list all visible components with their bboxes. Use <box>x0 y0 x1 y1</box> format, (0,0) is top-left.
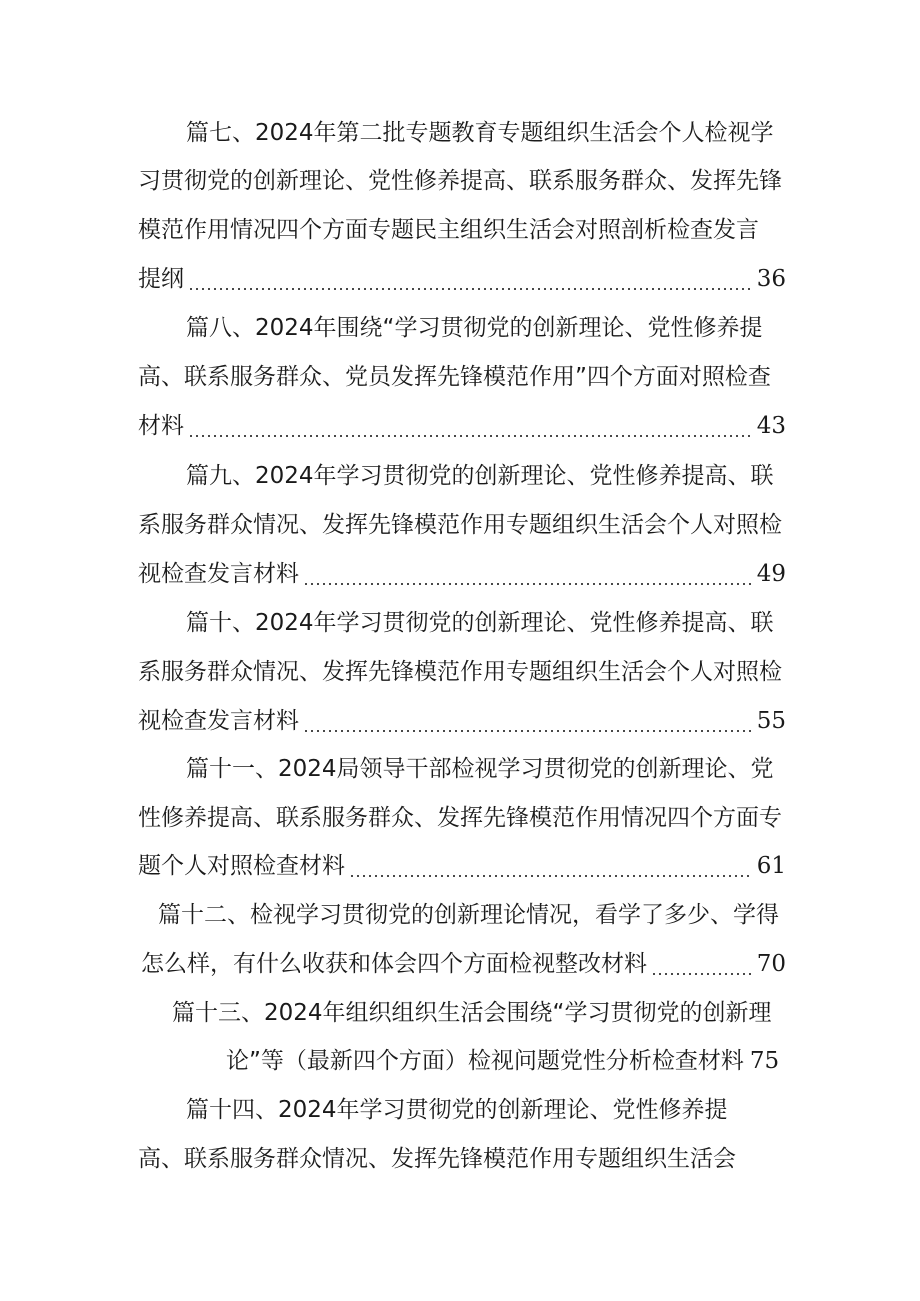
toc-line: 篇九、2024年学习贯彻党的创新理论、党性修养提高、联 <box>186 463 774 489</box>
toc-line: 材料 <box>138 413 184 439</box>
toc-line: 视检查发言材料 <box>138 561 299 587</box>
toc-entry-last-line[interactable] <box>138 843 786 889</box>
toc-line: 题个人对照检查材料 <box>138 853 345 879</box>
toc-line: 高、联系服务群众情况、发挥先锋模范作用专题组织生活会 <box>138 1146 736 1172</box>
toc-line: 高、联系服务群众、党员发挥先锋模范作用”四个方面对照检查 <box>138 364 771 390</box>
toc-line: 篇七、2024年第二批专题教育专题组织生活会个人检视学 <box>186 120 774 146</box>
page-number: 49 <box>756 561 786 587</box>
dot-leader <box>188 435 753 437</box>
toc-line: 模范作用情况四个方面专题民主组织生活会对照剖析检查发言 <box>138 217 759 243</box>
toc-line: 性修养提高、联系服务群众、发挥先锋模范作用情况四个方面专 <box>138 805 782 831</box>
dot-leader <box>303 730 753 732</box>
toc-entry-last-line[interactable] <box>226 1038 786 1084</box>
dot-leader <box>349 875 753 877</box>
dot-leader <box>651 973 753 975</box>
page-number: 36 <box>756 266 786 292</box>
toc-line: 怎么样，有什么收获和体会四个方面检视整改材料 <box>141 951 647 977</box>
page-number: 43 <box>756 413 786 439</box>
page-number: 75 <box>749 1048 780 1074</box>
toc-line: 篇八、2024年围绕“学习贯彻党的创新理论、党性修养提 <box>186 315 763 341</box>
toc-line: 篇十一、2024局领导干部检视学习贯彻党的创新理论、党 <box>186 756 774 782</box>
toc-entry-last-line[interactable] <box>138 403 786 449</box>
page-number: 61 <box>756 853 786 879</box>
toc-line: 篇十二、检视学习贯彻党的创新理论情况，看学了多少、学得 <box>158 902 779 928</box>
toc-entry-last-line[interactable] <box>138 551 786 597</box>
toc-line: 习贯彻党的创新理论、党性修养提高、联系服务群众、发挥先锋 <box>138 168 782 194</box>
toc-entry-last-line[interactable] <box>141 941 786 987</box>
dot-leader <box>188 288 753 290</box>
toc-line: 论”等（最新四个方面）检视问题党性分析检查材料 <box>226 1048 744 1074</box>
toc-entry-last-line[interactable] <box>138 698 786 744</box>
toc-line: 视检查发言材料 <box>138 708 299 734</box>
toc-line: 系服务群众情况、发挥先锋模范作用专题组织生活会个人对照检 <box>138 512 782 538</box>
dot-leader <box>303 583 753 585</box>
toc-line: 提纲 <box>138 266 184 292</box>
toc-line: 篇十三、2024年组织组织生活会围绕“学习贯彻党的创新理 <box>172 1000 772 1026</box>
toc-line: 系服务群众情况、发挥先锋模范作用专题组织生活会个人对照检 <box>138 659 782 685</box>
toc-line: 篇十四、2024年学习贯彻党的创新理论、党性修养提 <box>186 1097 728 1123</box>
toc-entry-last-line[interactable] <box>138 256 786 302</box>
page-number: 70 <box>756 951 786 977</box>
toc-line: 篇十、2024年学习贯彻党的创新理论、党性修养提高、联 <box>186 610 774 636</box>
page-number: 55 <box>756 708 786 734</box>
